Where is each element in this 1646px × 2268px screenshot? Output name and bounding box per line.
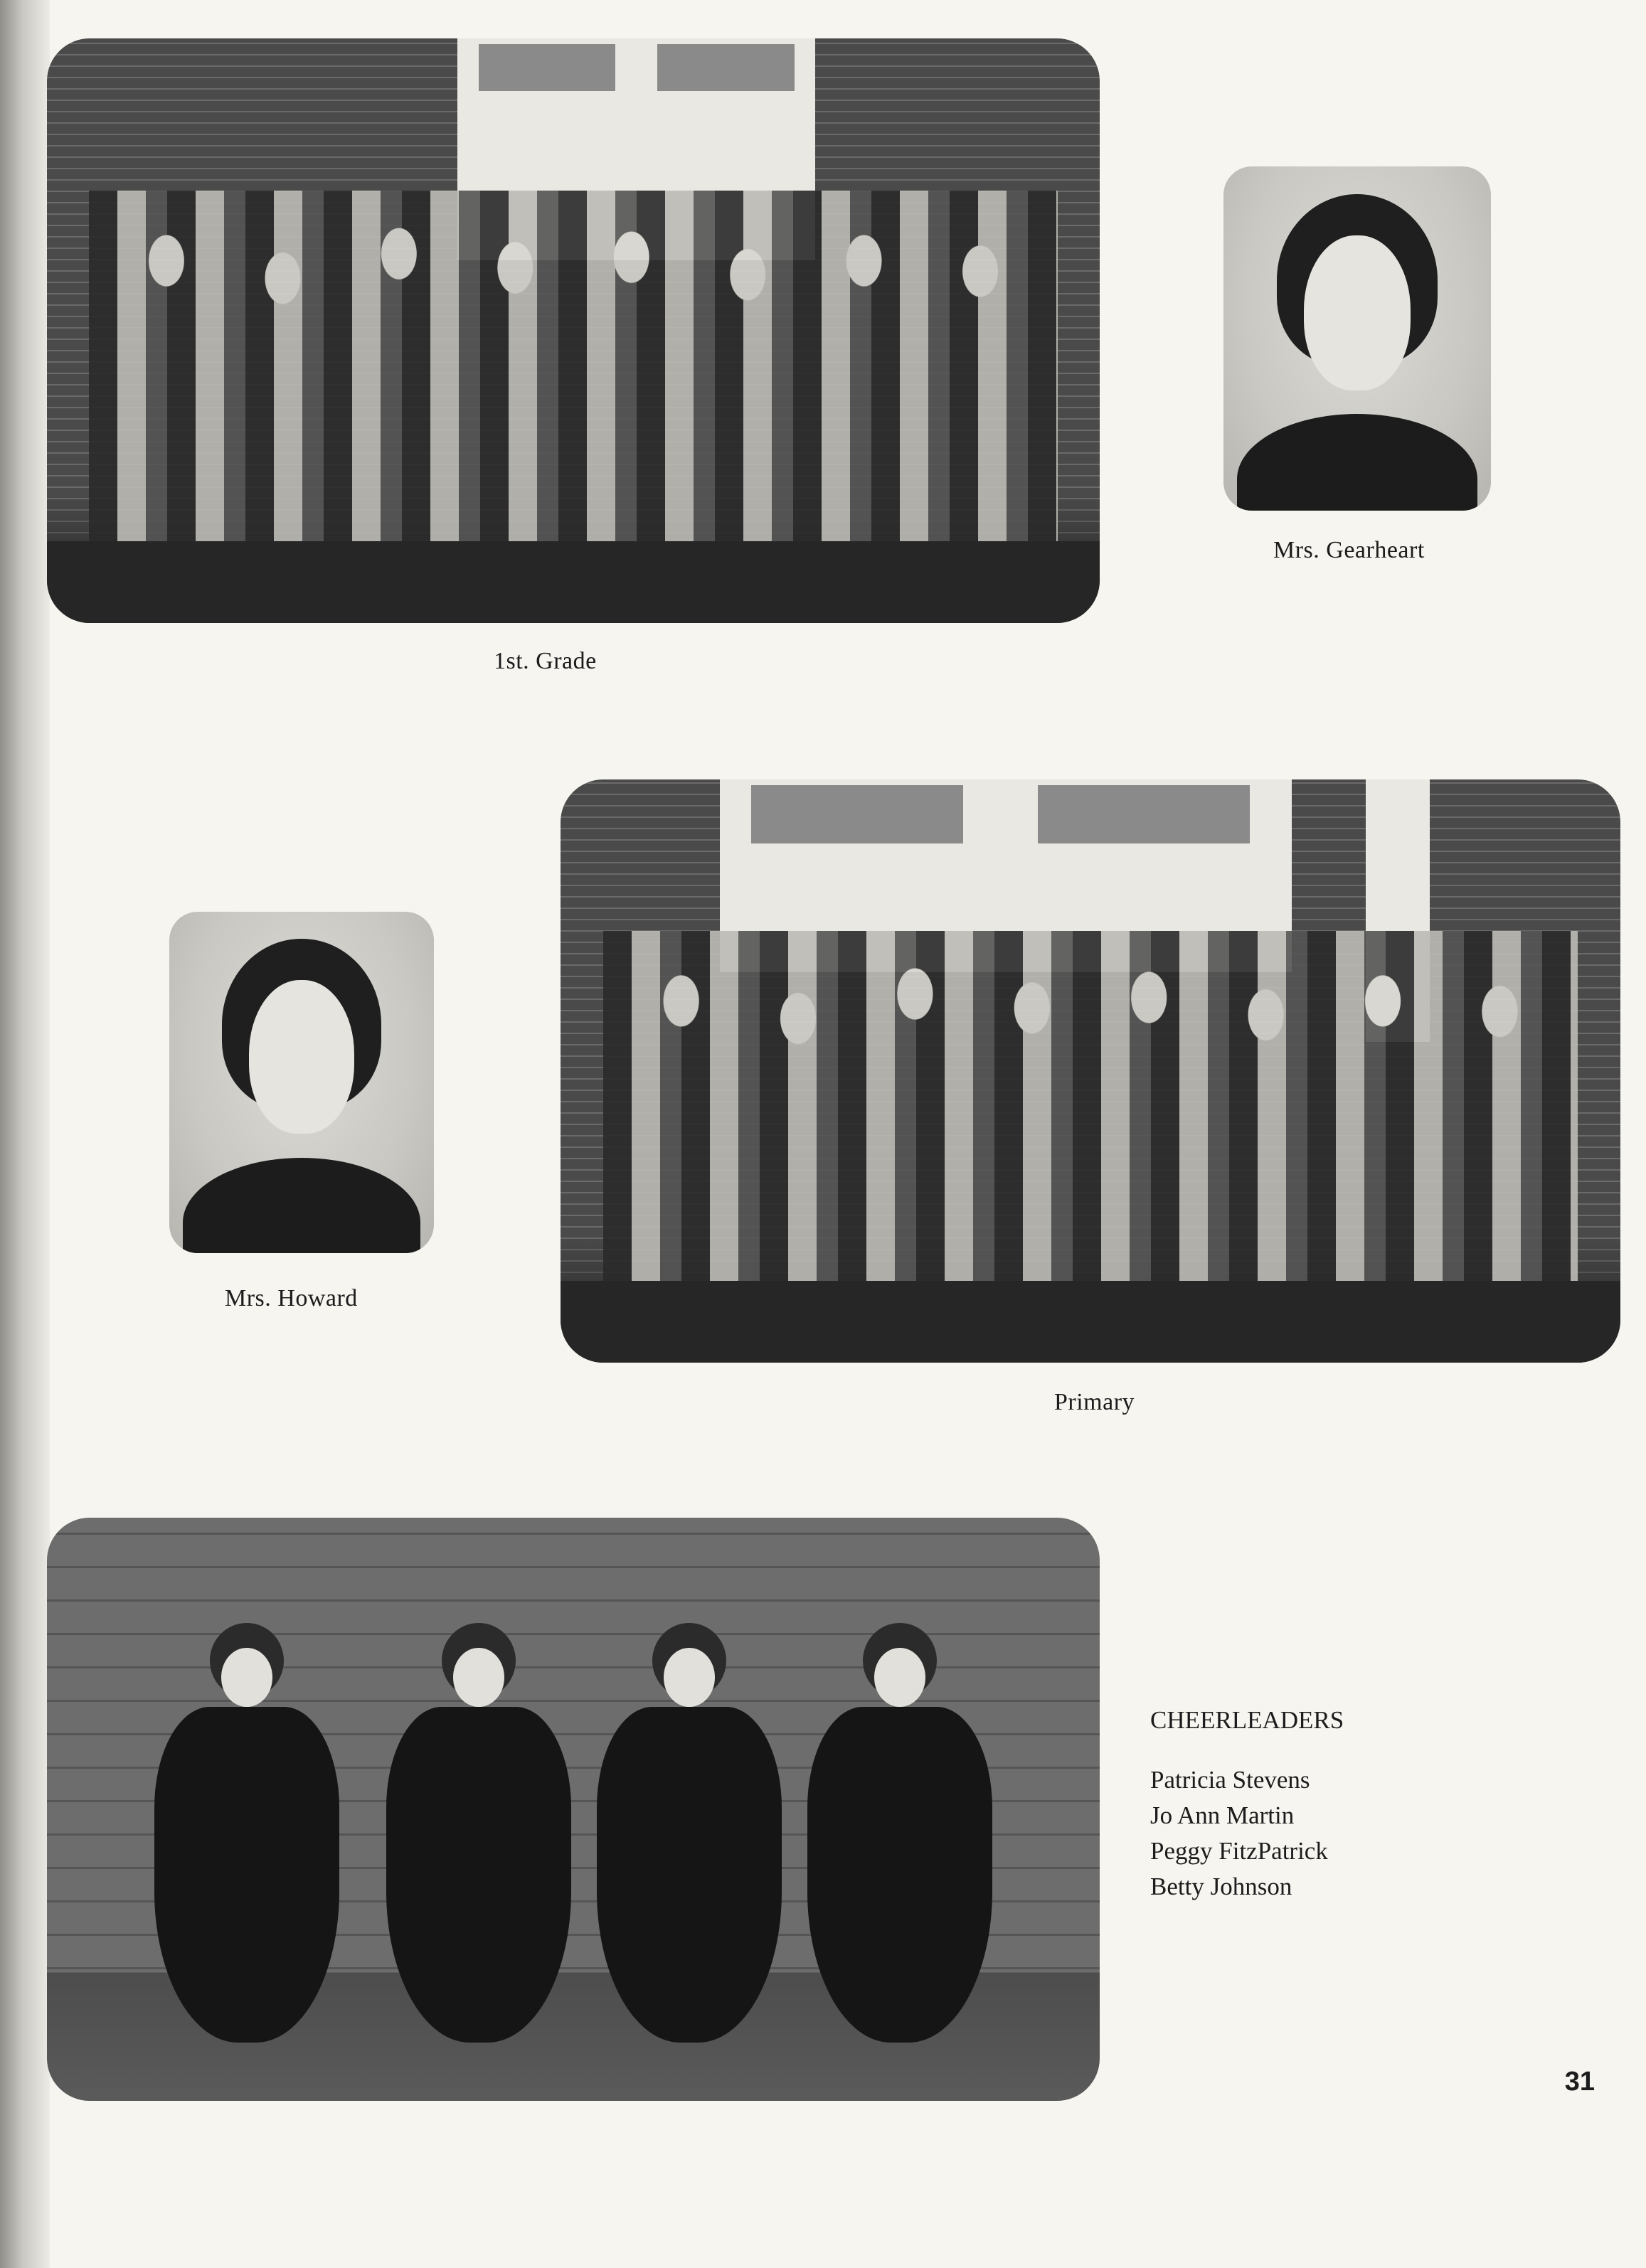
- cheerleader-name: Patricia Stevens: [1150, 1766, 1310, 1794]
- portrait-face: [249, 980, 355, 1134]
- portrait-face: [1304, 235, 1411, 390]
- first-grade-class-photo: [47, 38, 1100, 623]
- primary-caption: Primary: [1054, 1389, 1135, 1415]
- cheerleader-figure: [784, 1623, 1016, 2043]
- page-binding-shadow: [0, 0, 50, 2268]
- cheerleader-name: Jo Ann Martin: [1150, 1801, 1295, 1829]
- first-grade-caption: 1st. Grade: [494, 648, 597, 674]
- page-number: 31: [1564, 2067, 1595, 2097]
- door-window: [751, 785, 963, 843]
- students-group: [603, 931, 1578, 1281]
- door-window: [657, 44, 794, 91]
- howard-portrait: [169, 912, 434, 1253]
- gearheart-portrait: [1223, 166, 1491, 511]
- gearheart-caption: Mrs. Gearheart: [1273, 537, 1425, 563]
- cheerleaders-heading: CHEERLEADERS: [1150, 1706, 1344, 1734]
- ground: [561, 1281, 1620, 1363]
- cheerleaders-list: [1150, 1703, 1344, 1905]
- portrait-body: [1237, 414, 1477, 511]
- cheerleader-figure: [573, 1623, 805, 2043]
- cheerleader-figure: [131, 1623, 363, 2043]
- cheerleaders-photo: [47, 1518, 1100, 2101]
- portrait-body: [183, 1158, 421, 1253]
- howard-caption: Mrs. Howard: [225, 1285, 358, 1311]
- cheerleader-name: Peggy FitzPatrick: [1150, 1837, 1328, 1865]
- primary-class-photo: [561, 779, 1620, 1363]
- students-group: [89, 191, 1058, 541]
- cheerleader-figure: [363, 1623, 595, 2043]
- door-window: [1038, 785, 1250, 843]
- door-window: [479, 44, 615, 91]
- cheerleader-name: Betty Johnson: [1150, 1873, 1292, 1900]
- ground: [47, 541, 1100, 623]
